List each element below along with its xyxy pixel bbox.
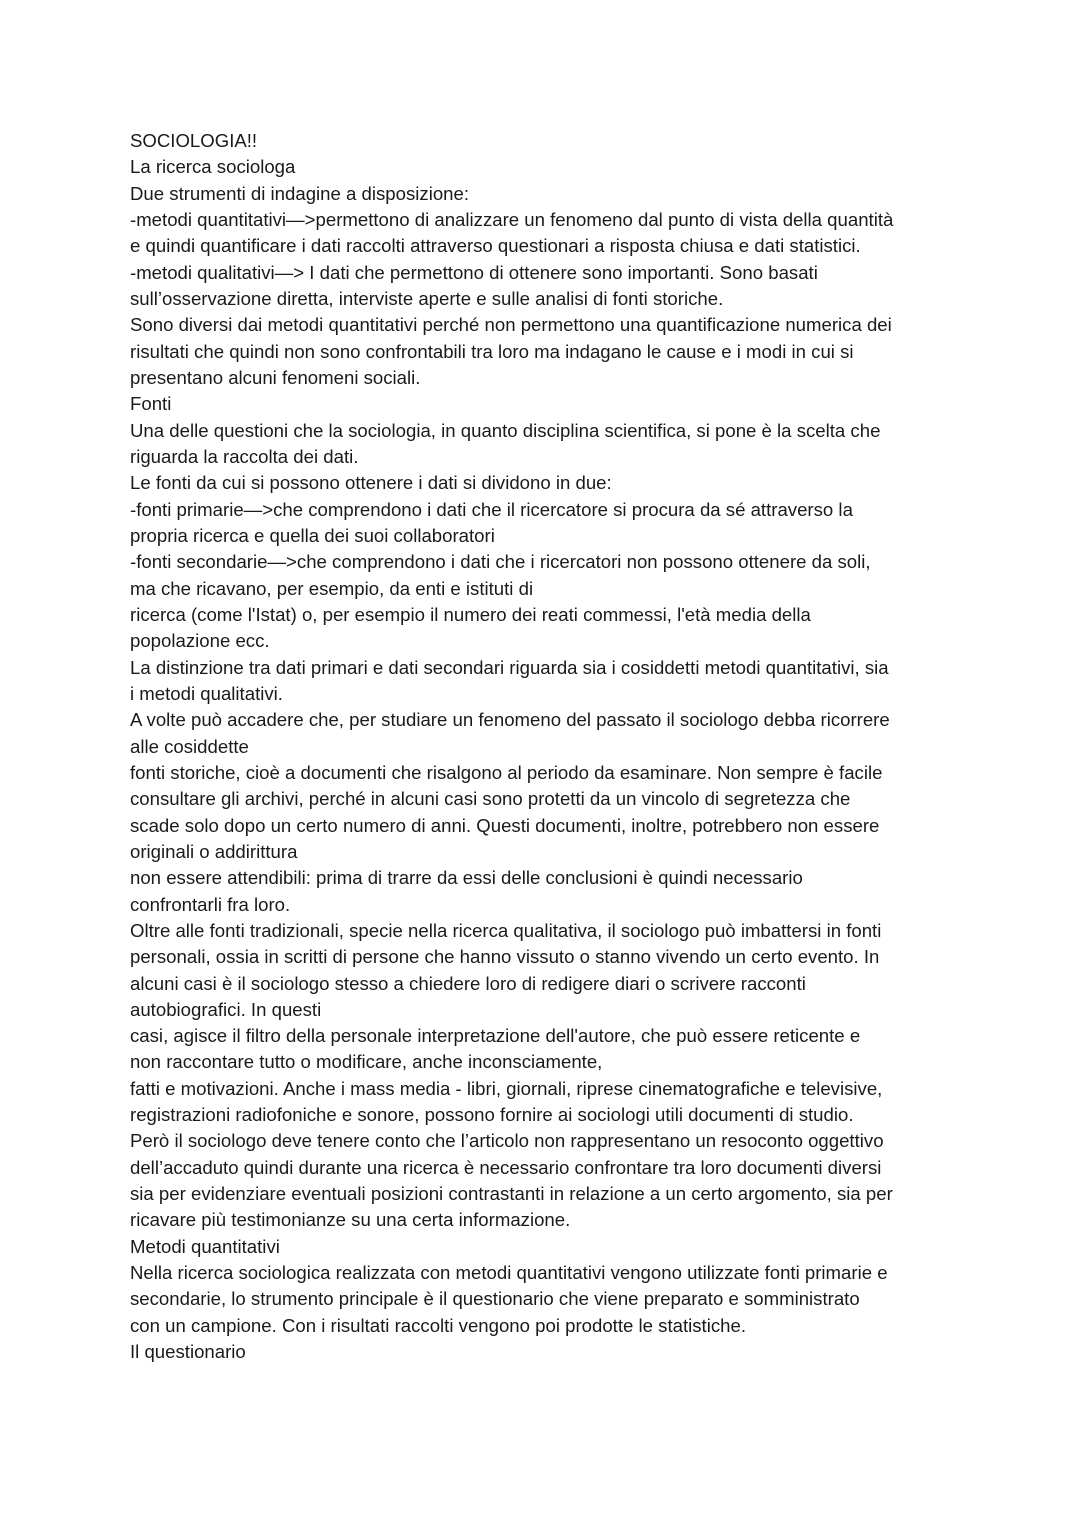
text-line: La distinzione tra dati primari e dati secondari riguarda sia i cosiddetti metodi quantitativi, sia	[130, 656, 889, 678]
text-line: secondarie, lo strumento principale è il questionario che viene preparato e somministrato	[130, 1288, 860, 1310]
text-line: presentano alcuni fenomeni sociali.	[130, 366, 421, 388]
text-line: registrazioni radiofoniche e sonore, possono fornire ai sociologi utili documenti di studio.	[130, 1104, 854, 1126]
text-line: e quindi quantificare i dati raccolti attraverso questionari a risposta chiusa e dati statistici.	[130, 235, 861, 257]
text-line: riguarda la raccolta dei dati.	[130, 445, 359, 467]
text-line: alle cosiddette	[130, 735, 249, 757]
text-line: personali, ossia in scritti di persone che hanno vissuto o stanno vivendo un certo evento. In	[130, 946, 880, 968]
text-line: non essere attendibili: prima di trarre da essi delle conclusioni è quindi necessario	[130, 867, 803, 889]
text-line: i metodi qualitativi.	[130, 682, 283, 704]
text-line: dell’accaduto quindi durante una ricerca è necessario confrontare tra loro documenti diversi	[130, 1156, 882, 1178]
text-line: Una delle questioni che la sociologia, in quanto disciplina scientifica, si pone è la scelta che	[130, 419, 881, 441]
text-line: casi, agisce il filtro della personale interpretazione dell'autore, che può essere reticente e	[130, 1025, 861, 1047]
text-line: Sono diversi dai metodi quantitativi perché non permettono una quantificazione numerica dei	[130, 314, 892, 336]
text-line: Però il sociologo deve tenere conto che l’articolo non rappresentano un resoconto oggettivo	[130, 1130, 884, 1152]
text-line: Due strumenti di indagine a disposizione:	[130, 182, 470, 204]
text-line: -metodi qualitativi—> I dati che permettono di ottenere sono importanti. Sono basati	[130, 261, 818, 283]
text-line: A volte può accadere che, per studiare un fenomeno del passato il sociologo debba ricorrere	[130, 709, 890, 731]
text-line: alcuni casi è il sociologo stesso a chiedere loro di redigere diari o scrivere racconti	[130, 972, 806, 994]
text-line: fatti e motivazioni. Anche i mass media - libri, giornali, riprese cinematografiche e televisive,	[130, 1077, 883, 1099]
text-line: ma che ricavano, per esempio, da enti e istituti di	[130, 577, 534, 599]
section-heading-ricerca: La ricerca sociologa	[130, 156, 296, 178]
text-line: -metodi quantitativi—>permettono di analizzare un fenomeno dal punto di vista della quantità	[130, 208, 894, 230]
text-line: Nella ricerca sociologica realizzata con metodi quantitativi vengono utilizzate fonti primarie e	[130, 1262, 888, 1284]
text-line: ricerca (come l'Istat) o, per esempio il numero dei reati commessi, l'età media della	[130, 603, 811, 625]
text-line: non raccontare tutto o modificare, anche inconsciamente,	[130, 1051, 603, 1073]
section-heading-questionario: Il questionario	[130, 1341, 246, 1363]
text-line: fonti storiche, cioè a documenti che risalgono al periodo da esaminare. Non sempre è facile	[130, 761, 883, 783]
text-line: confrontarli fra loro.	[130, 893, 291, 915]
text-line: propria ricerca e quella dei suoi collaboratori	[130, 524, 495, 546]
section-heading-fonti: Fonti	[130, 393, 172, 415]
text-line: Le fonti da cui si possono ottenere i dati si dividono in due:	[130, 472, 612, 494]
text-line: scade solo dopo un certo numero di anni. Questi documenti, inoltre, potrebbero non essere	[130, 814, 880, 836]
document-title: SOCIOLOGIA!!	[130, 130, 258, 151]
text-line: risultati che quindi non sono confrontabili tra loro ma indagano le cause e i modi in cui si	[130, 340, 854, 362]
text-line: -fonti primarie—>che comprendono i dati che il ricercatore si procura da sé attraverso la	[130, 498, 853, 520]
text-line: sia per evidenziare eventuali posizioni contrastanti in relazione a un certo argomento, sia per	[130, 1183, 893, 1205]
text-line: autobiografici. In questi	[130, 998, 322, 1020]
text-line: -fonti secondarie—>che comprendono i dati che i ricercatori non possono ottenere da soli,	[130, 551, 871, 573]
text-line: sull’osservazione diretta, interviste aperte e sulle analisi di fonti storiche.	[130, 287, 724, 309]
section-heading-metodi-quantitativi: Metodi quantitativi	[130, 1235, 280, 1257]
document-page	[130, 128, 960, 1365]
text-line: originali o addirittura	[130, 840, 298, 862]
text-line: con un campione. Con i risultati raccolti vengono poi prodotte le statistiche.	[130, 1314, 746, 1336]
text-line: ricavare più testimonianze su una certa informazione.	[130, 1209, 571, 1231]
text-line: popolazione ecc.	[130, 630, 270, 652]
text-line: consultare gli archivi, perché in alcuni casi sono protetti da un vincolo di segretezza che	[130, 788, 851, 810]
text-line: Oltre alle fonti tradizionali, specie nella ricerca qualitativa, il sociologo può imbattersi in fonti	[130, 919, 882, 941]
